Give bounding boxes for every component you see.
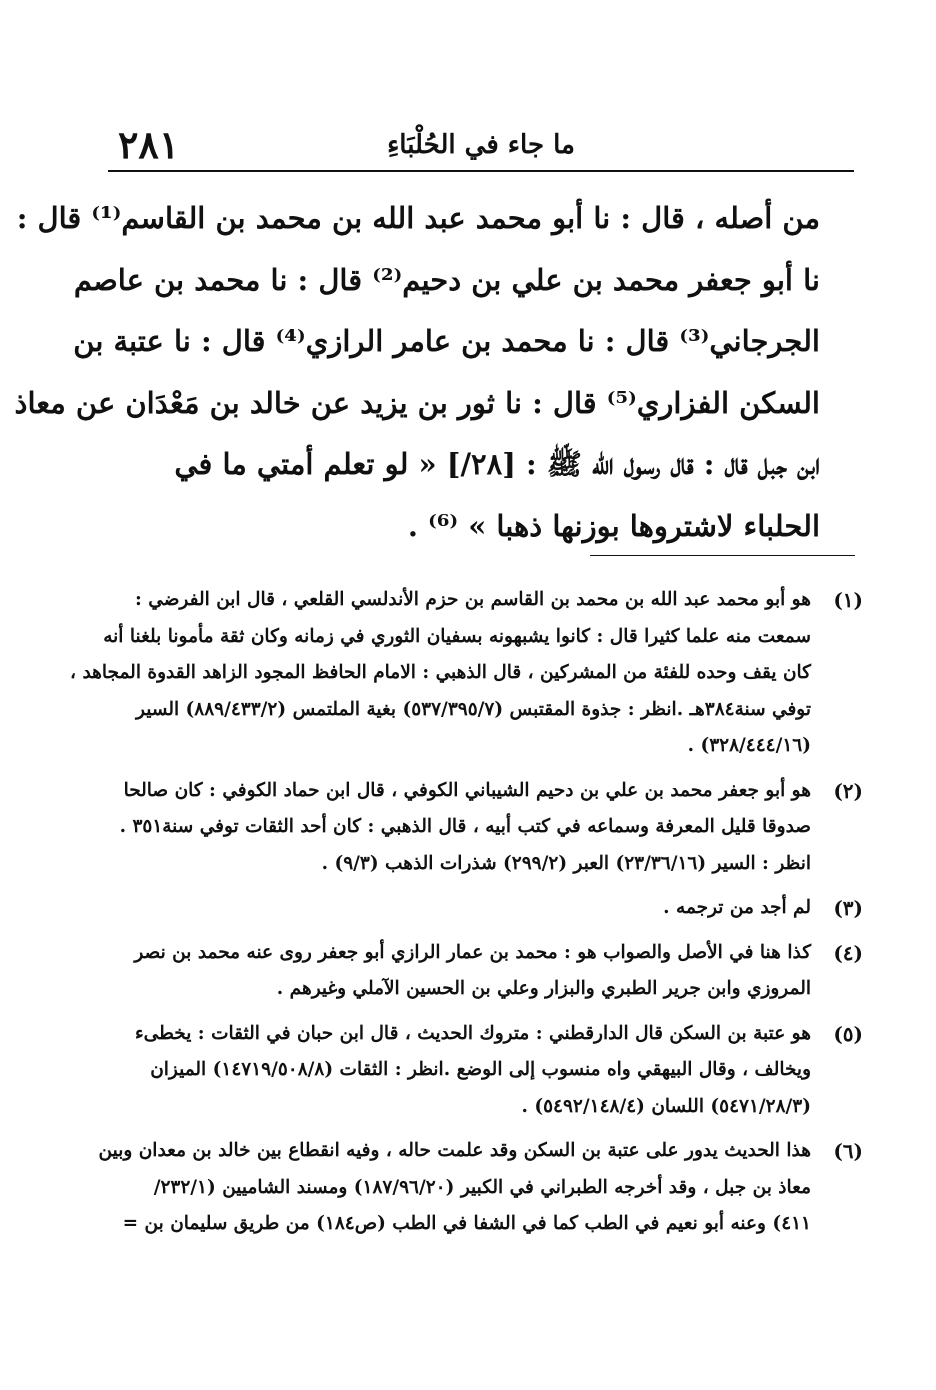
footnote-2 (108, 773, 863, 883)
footnote-line: انظر : السير (٢٣/٣٦/١٦) العبر (٢٩٩/٢) شذرات الذهب (٩/٣) . (321, 852, 811, 874)
footnote-number: (١) (833, 588, 863, 612)
footnotes (70, 582, 863, 1251)
footnote-line: المروزي وابن جرير الطبري والبزار وعلي بن الحسين الآملي وغيرهم . (276, 978, 811, 999)
footnote-1 (70, 582, 863, 765)
footnote-separator (590, 555, 855, 556)
footnote-line: سمعت منه علما كثيرا قال : كانوا يشبهونه بسفيان الثوري في زمانه وكان ثقة مأمونا بلغنا أنه (103, 625, 811, 647)
footnote-line: كذا هنا في الأصل والصواب هو : محمد بن عمار الرازي أبو جعفر روى عنه محمد بن نصر (134, 941, 811, 963)
footnote-line: هذا الحديث يدور على عتبة بن السكن وقد علمت حاله ، وفيه انقطاع بين خالد بن معدان وبين (98, 1140, 811, 1161)
header-rule (108, 170, 854, 172)
footnote-line: توفي سنة٣٨٤هـ .انظر : جذوة المقتبس (٥٣٧/٣٩٥/٧) بغية الملتمس (٨٨٩/٤٣٣/٢) السير (136, 698, 811, 720)
footnote-number: (٤) (833, 940, 863, 965)
page-header (108, 120, 854, 172)
footnote-line: هو أبو جعفر محمد بن علي بن دحيم الشيباني الكوفي ، قال ابن حماد الكوفي : كان صالحا (123, 779, 811, 801)
page-number: ٢٨١ (118, 122, 180, 167)
main-text (14, 188, 820, 557)
body-line: نا أبو جعفر محمد بن علي بن دحيم⁽²⁾ قال : نا محمد بن عاصم (73, 262, 820, 297)
body-line: الجرجاني⁽³⁾ قال : نا محمد بن عامر الرازي⁽⁴⁾ قال : نا عتبة بن (73, 324, 820, 358)
footnote-line: (٣٢٨/٤٤٤/١٦) . (687, 735, 811, 756)
footnote-number: (٦) (833, 1139, 863, 1163)
footnote-number: (٣) (833, 896, 863, 920)
body-line: من أصله ، قال : نا أبو محمد عبد الله بن محمد بن القاسم⁽¹⁾ قال : (16, 201, 820, 235)
footnote-line: هو أبو محمد عبد الله بن محمد بن القاسم بن حزم الأندلسي القلعي ، قال ابن الفرضي : (135, 589, 811, 610)
footnote-6 (98, 1133, 863, 1243)
footnote-line: لم أجد من ترجمه . (663, 897, 811, 918)
footnote-line: معاذ بن جبل ، وقد أخرجه الطبراني في الكبير (١٨٧/٩٦/٢٠) ومسند الشاميين (٢٣٢/١/ (153, 1176, 811, 1198)
footnote-line: (٥٤٧١/٢٨/٣) اللسان (٥٤٩٢/١٤٨/٤) . (521, 1095, 811, 1117)
footnote-line: كان يقف وحده للفئة من المشركين ، قال الذهبي : الامام الحافظ المجود الزاهد القدوة المجاهد ، (70, 662, 811, 683)
footnote-4 (108, 935, 863, 1008)
footnote-5 (108, 1016, 863, 1126)
running-title: ما جاء في الحُلْبَاءِ (387, 130, 575, 160)
body-line: الحلباء لاشتروها بوزنها ذهبا » ⁽⁶⁾ . (407, 508, 820, 543)
footnote-3 (108, 890, 863, 927)
footnote-line: صدوقا قليل المعرفة وسماعه في كتب أبيه ، قال الذهبي : كان أحد الثقات توفي سنة٣٥١ . (119, 816, 811, 837)
footnote-line: هو عتبة بن السكن قال الدارقطني : متروك الحديث ، قال ابن حبان في الثقات : يخطىء (134, 1022, 811, 1044)
footnote-line: ٤١١) وعنه أبو نعيم في الطب كما في الشفا في الطب (ص١٨٤) من طريق سليمان بن = (122, 1213, 811, 1234)
body-line: السكن الفزاري⁽⁵⁾ قال : نا ثور بن يزيد عن خالد بن مَعْدَان عن معاذ (14, 385, 820, 420)
footnote-number: (٥) (833, 1021, 863, 1046)
body-line: ابن جبل قال : قال رسول الله ﷺ : [٢٨/] « لو تعلم أمتي ما في (174, 447, 820, 481)
footnote-line: ويخالف ، وقال البيهقي واه منسوب إلى الوضع .انظر : الثقات (١٤٧١٩/٥٠٨/٨) الميزان (150, 1059, 811, 1080)
footnote-number: (٢) (833, 778, 863, 803)
